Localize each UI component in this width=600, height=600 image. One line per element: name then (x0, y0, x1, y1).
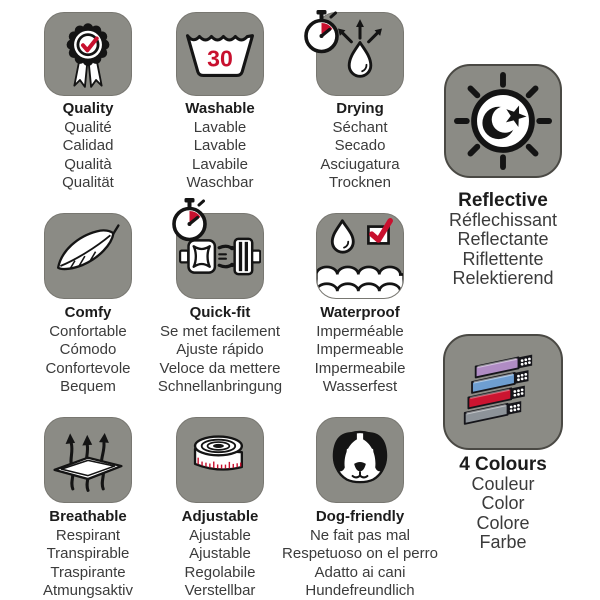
feature-lang: Confortevole (45, 359, 131, 377)
feature-lang: Ajustable (189, 526, 251, 544)
feature-lang: Secado (334, 137, 386, 154)
feature-lang: Impermeable (316, 341, 404, 358)
feature-title: Comfy (64, 304, 112, 321)
feature-lang: Schnellanbringung (157, 378, 283, 395)
stopwatch-icon (169, 197, 210, 244)
quality-tile (44, 12, 132, 96)
feature-lang: Regolabile (184, 563, 256, 581)
feature-lang: Séchant (332, 118, 388, 136)
feature-lang: Confortable (49, 322, 127, 340)
award-rosette-icon (57, 17, 119, 91)
measuring-tape-icon (181, 427, 259, 493)
feature-lang: Relektierend (452, 268, 554, 288)
feature-title: Dog-friendly (315, 508, 405, 525)
dog-face-icon (321, 421, 399, 499)
feature-lang: Respetuoso on el perro (282, 545, 438, 562)
breathable-tile (44, 417, 132, 503)
feature-lang: Se met facilement (159, 322, 281, 340)
waterproof-tile (316, 213, 404, 299)
stacked-collars-icon (452, 341, 554, 443)
feature-lang: Traspirante (50, 563, 126, 581)
feature-lang: Ajuste rápido (176, 341, 264, 358)
feature-lang: Lavabile (192, 155, 248, 173)
feature-lang: Ne fait pas mal (309, 526, 411, 544)
feature-lang: Trocknen (329, 174, 391, 191)
feature-title: Waterproof (320, 304, 400, 321)
wash-tub-icon (184, 28, 256, 81)
quickfit-tile (176, 213, 264, 299)
feature-lang: Veloce da mettere (159, 359, 281, 377)
feature-title: Washable (185, 100, 255, 117)
feature-lang: Reflectante (457, 229, 549, 249)
feature-title: Reflective (458, 190, 548, 211)
airflow-fabric-icon (50, 422, 126, 498)
feature-title: Quick-fit (189, 304, 251, 321)
drop-check-waves-icon (317, 214, 403, 298)
reflective-tile (444, 64, 562, 178)
feather-icon (49, 217, 127, 295)
feature-lang: Colore (476, 512, 530, 533)
wash-temp-label: 30 (207, 44, 233, 71)
dogfriendly-tile (316, 417, 404, 503)
feature-title: Adjustable (181, 508, 259, 525)
feature-lang: Wasserfest (322, 378, 398, 395)
feature-lang: Ajustable (189, 545, 251, 562)
moon-star-rays-icon (454, 72, 552, 170)
drying-tile (316, 12, 404, 96)
washable-tile (176, 12, 264, 96)
feature-lang: Qualité (64, 118, 112, 136)
feature-lang: Réflechissant (448, 209, 558, 230)
feature-lang: Lavable (193, 137, 247, 154)
feature-lang: Cómodo (59, 341, 117, 358)
feature-lang: Transpirable (46, 545, 130, 562)
feature-lang: Adatto ai cani (314, 563, 406, 581)
feature-title: 4 Colours (459, 454, 547, 475)
feature-lang: Lavable (193, 118, 247, 136)
feature-lang: Atmungsaktiv (42, 582, 134, 599)
stopwatch-icon (301, 9, 342, 56)
feature-lang: Qualità (64, 155, 112, 173)
feature-lang: Farbe (479, 532, 527, 552)
feature-lang: Color (481, 493, 525, 513)
feature-lang: Calidad (62, 137, 114, 154)
feature-lang: Imperméable (316, 322, 404, 340)
colours-tile (443, 334, 563, 450)
feature-lang: Verstellbar (184, 582, 256, 599)
adjustable-tile (176, 417, 264, 503)
feature-lang: Waschbar (186, 174, 254, 191)
feature-lang: Impermeabile (314, 359, 406, 377)
feature-lang: Asciugatura (320, 155, 400, 173)
feature-lang: Riflettente (462, 248, 544, 269)
comfy-tile (44, 213, 132, 299)
feature-title: Drying (336, 100, 384, 117)
feature-title: Breathable (49, 508, 127, 525)
feature-lang: Couleur (471, 473, 535, 494)
feature-title: Quality (62, 100, 114, 117)
feature-lang: Qualität (62, 174, 114, 191)
feature-lang: Bequem (60, 378, 116, 395)
feature-lang: Respirant (55, 526, 121, 544)
feature-dogfriendly (275, 417, 445, 600)
feature-lang: Hundefreundlich (305, 582, 415, 599)
